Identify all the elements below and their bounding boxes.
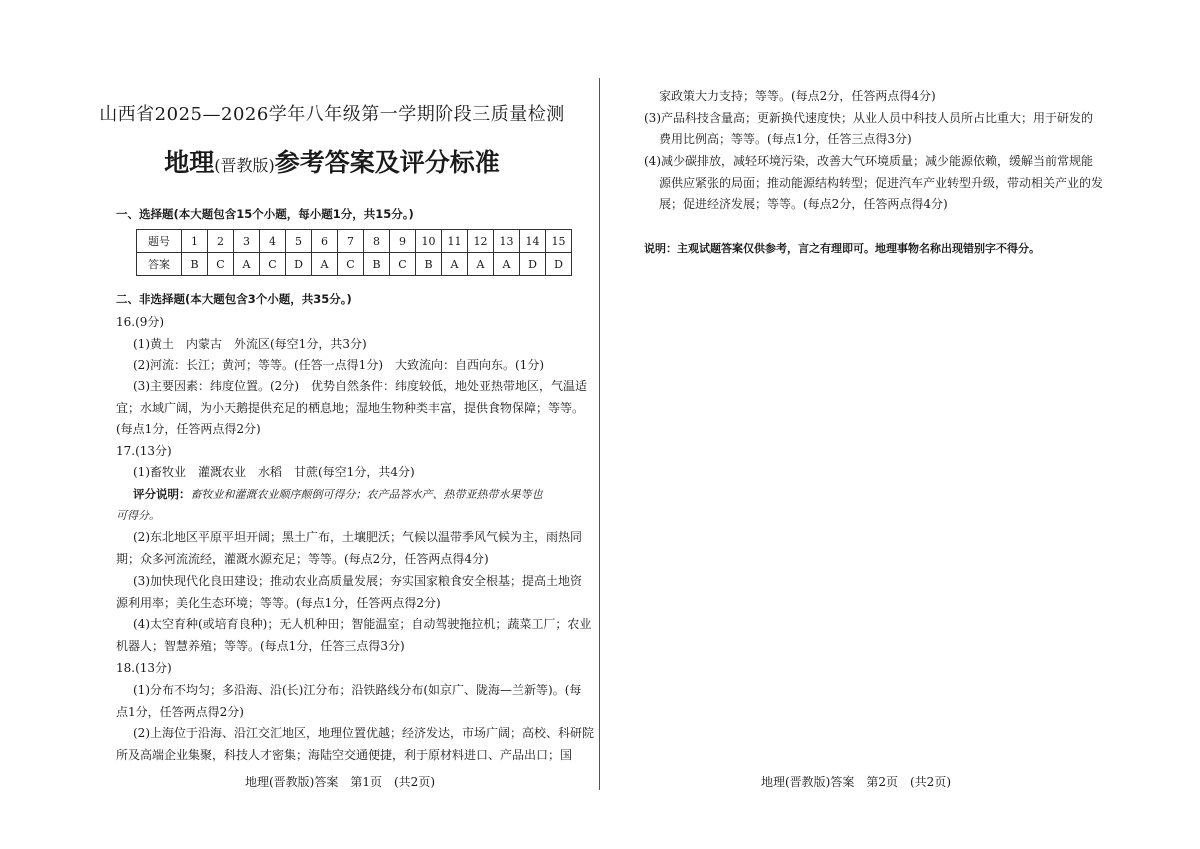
section-1-heading: 一、选择题(本大题包含15个小题，每小题1分，共15分。) [116,207,414,221]
question-16-heading: 16.(9分) [116,315,165,329]
q17-line: (3)加快现代化良田建设；推动农业高质量发展；夯实国家粮食安全根基；提高土地资 [133,574,583,588]
cell-number: 9 [390,230,416,253]
q18-line: (1)分布不均匀；多沿海、沿(长)江分布；沿铁路线分布(如京广、陇海—兰新等)。(每 [133,683,582,697]
q16-line: (2)河流：长江；黄河；等等。(任答一点得1分) 大致流向：自西向东。(1分) [133,358,544,372]
grading-remark: 说明：主观试题答案仅供参考，言之有理即可。地理事物名称出现错别字不得分。 [644,242,1040,255]
title-rest: 参考答案及评分标准 [274,148,500,177]
q18-continued-line: 展；促进经济发展；等等。(每点2分，任答两点得4分) [659,197,948,211]
q16-line: (每点1分，任答两点得2分) [116,422,261,436]
page-divider [599,78,600,790]
cell-answer: D [520,253,546,276]
cell-answer: B [364,253,390,276]
q18-line: 所及高端企业集聚，科技人才密集；海陆空交通便捷，利于原材料进口、产品出口；国 [116,748,573,762]
q17-scoring-note [133,486,543,503]
q18-continued-line: 费用比例高；等等。(每点1分，任答三点得3分) [659,132,912,146]
cell-answer: A [234,253,260,276]
cell-number: 12 [468,230,494,253]
q16-line: 宜；水域广阔，为小天鹅提供充足的栖息地；湿地生物种类丰富，提供食物保障；等等。 [116,401,585,415]
q18-line: (2)上海位于沿海、沿江交汇地区，地理位置优越；经济发达，市场广阔；高校、科研院 [133,726,595,740]
cell-number: 15 [546,230,572,253]
title-subject: 地理 [164,148,215,177]
cell-number: 5 [286,230,312,253]
q16-line: (3)主要因素：纬度位置。(2分) 优势自然条件：纬度较低，地处亚热带地区，气温适 [133,379,587,393]
page-2 [601,0,1200,849]
page-1-footer: 地理(晋教版)答案 第1页 (共2页) [245,775,435,789]
cell-answer: B [182,253,208,276]
cell-answer: A [312,253,338,276]
q18-continued-line: (3)产品科技含量高；更新换代速度快；从业人员中科技人员所占比重大；用于研发的 [644,111,1094,125]
q17-line: (1)畜牧业 灌溉农业 水稻 甘蔗(每空1分，共4分) [133,465,415,479]
cell-number: 2 [208,230,234,253]
cell-number: 10 [416,230,442,253]
cell-number: 8 [364,230,390,253]
cell-answer: A [442,253,468,276]
cell-number: 3 [234,230,260,253]
exam-title: 山西省2025—2026学年八年级第一学期阶段三质量检测 [99,104,565,125]
row-header-number: 题号 [137,230,182,253]
cell-answer: D [286,253,312,276]
cell-answer: C [390,253,416,276]
cell-answer: B [416,253,442,276]
q17-line: (2)东北地区平原平坦开阔；黑土广布，土壤肥沃；气候以温带季风气候为主，雨热同 [133,530,583,544]
cell-answer: C [260,253,286,276]
cell-number: 6 [312,230,338,253]
q18-line: 点1分，任答两点得2分) [116,705,244,719]
page-2-footer: 地理(晋教版)答案 第2页 (共2页) [761,775,951,789]
section-2-heading: 二、非选择题(本大题包含3个小题，共35分。) [116,292,352,306]
cell-answer: C [208,253,234,276]
cell-answer: A [468,253,494,276]
cell-number: 7 [338,230,364,253]
q17-line: 源利用率；美化生态环境；等等。(每点1分，任答两点得2分) [116,596,441,610]
q17-line: 期；众多河流流经，灌溉水源充足；等等。(每点2分，任答两点得4分) [116,552,489,566]
question-18-heading: 18.(13分) [116,661,172,675]
answer-table [136,229,572,276]
q16-line: (1)黄土 内蒙古 外流区(每空1分，共3分) [133,337,367,351]
cell-answer: A [494,253,520,276]
title-edition: (晋教版) [214,156,275,175]
q18-continued-line: 家政策大力支持；等等。(每点2分，任答两点得4分) [659,89,936,103]
q17-line: 机器人；智慧养殖；等等。(每点1分，任答三点得3分) [116,639,405,653]
cell-number: 11 [442,230,468,253]
question-17-heading: 17.(13分) [116,444,172,458]
q18-continued-line: 源供应紧张的局面；推动能源结构转型；促进汽车产业转型升级，带动相关产业的发 [659,176,1104,190]
cell-number: 14 [520,230,546,253]
table-row-answers [137,253,572,276]
scoring-note-label: 评分说明： [133,487,191,501]
scoring-note-text: 畜牧业和灌溉农业顺序颠倒可得分；农产品答水产、热带亚热带水果等也 [190,488,543,501]
q17-line: (4)太空育种(或培育良种)；无人机种田；智能温室；自动驾驶拖拉机；蔬菜工厂；农业 [133,617,592,631]
cell-number: 1 [182,230,208,253]
row-header-answer: 答案 [137,253,182,276]
q17-scoring-note-cont: 可得分。 [116,509,160,522]
cell-answer: D [546,253,572,276]
document-title [0,143,664,179]
cell-number: 4 [260,230,286,253]
table-row-numbers [137,230,572,253]
cell-number: 13 [494,230,520,253]
q18-continued-line: (4)减少碳排放，减轻环境污染，改善大气环境质量；减少能源依赖，缓解当前常规能 [644,154,1094,168]
cell-answer: C [338,253,364,276]
